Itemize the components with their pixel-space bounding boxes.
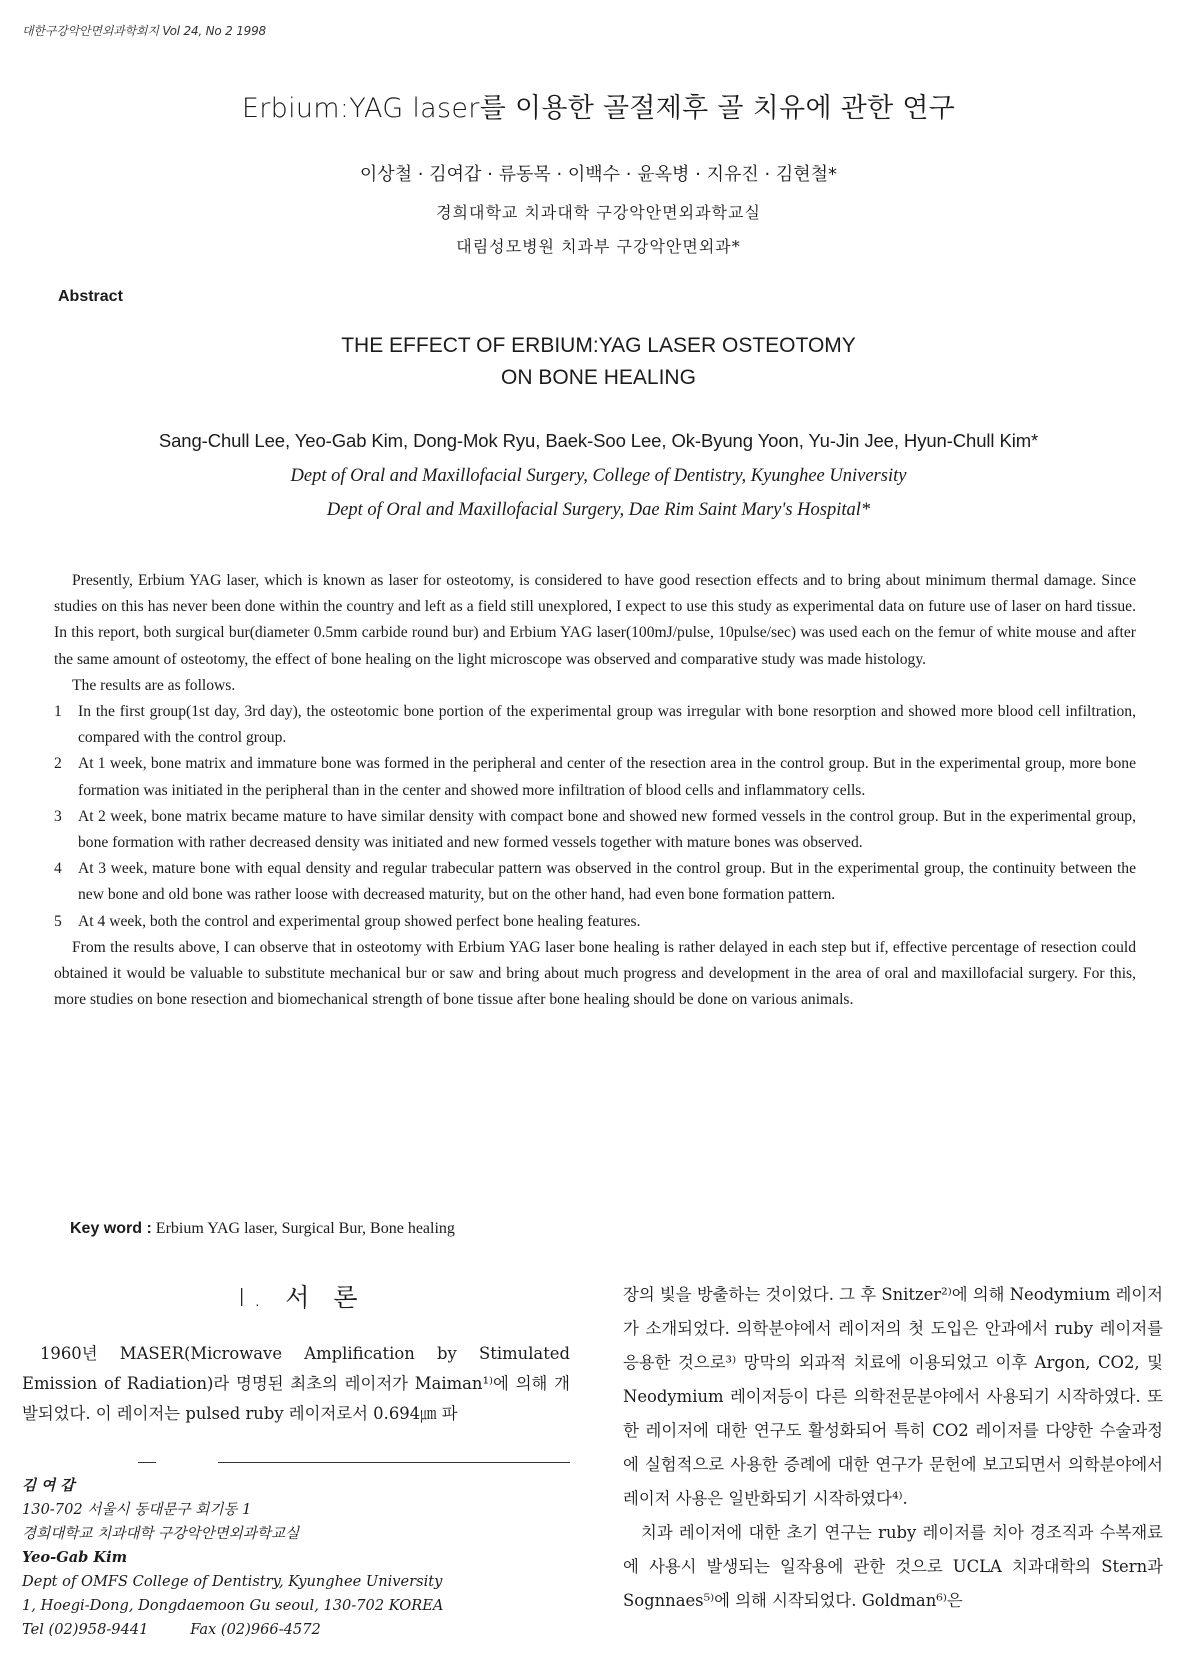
- english-authors: Sang-Chull Lee, Yeo-Gab Kim, Dong-Mok Ryu, Baek-Soo Lee, Ok-Byung Yoon, Yu-Jin Jee, Hyun-Chull Kim*: [158, 430, 1039, 451]
- abstract-intro: Presently, Erbium YAG laser, which is known as laser for osteotomy, is considered to have good resection effects and to bring about minimum thermal damage. Since studies on this has never been done within the country and left as a field still unexplored, I expect to use this study as experimental data on future use of laser on hard tissue. In this report, both surgical bur(diameter 0.5mm carbide round bur) and Erbium YAG laser(100mJ/pulse, 10pulse/sec) was used each on the femur of white mouse and after the same amount of osteotomy, the effect of bone healing on the light microscope was observed and comparative study was made histology.: [54, 572, 1136, 668]
- footnote-address-korean-1: 130-702 서울시 동대문구 회기동 1: [22, 1501, 252, 1518]
- english-title: [0, 330, 1197, 394]
- body-right-column: [623, 1278, 1163, 1618]
- keywords-line: [70, 1220, 455, 1238]
- english-title-line-1: THE EFFECT OF ERBIUM:YAG LASER OSTEOTOMY: [341, 334, 856, 357]
- result-item: [54, 856, 1136, 908]
- result-item: [54, 804, 1136, 856]
- korean-affiliation-1: 경희대학교 치과대학 구강악안면외과학교실: [436, 203, 761, 222]
- footnote-phone: Tel (02)958-9441: [22, 1621, 149, 1638]
- english-title-line-2: ON BONE HEALING: [501, 366, 696, 389]
- result-number: 1: [54, 703, 62, 721]
- result-item: [54, 699, 1136, 751]
- correspondence-footnote: [22, 1474, 582, 1642]
- result-text: In the first group(1st day, 3rd day), the osteotomic bone portion of the experimental group was irregular with bone resorption and showed more blood cell infiltration, compared with the control group.: [78, 703, 1136, 747]
- body-paragraph: 1960년 MASER(Microwave Amplification by Stimulated Emission of Radiation)라 명명된 최초의 레이저가 Maiman¹⁾에 의해 개발되었다. 이 레이저는 pulsed ruby 레이저로서 0.694㎛ 파: [22, 1344, 570, 1423]
- korean-affiliation-2: 대림성모병원 치과부 구강악안면외과*: [456, 237, 741, 256]
- body-paragraph: 장의 빛을 방출하는 것이었다. 그 후 Snitzer²⁾에 의해 Neodymium 레이저가 소개되었다. 의학분야에서 레이저의 첫 도입은 안과에서 ruby 레이저를 응용한 것으로³⁾ 망막의 외과적 치료에 이용되었고 이후 Argon, CO2, 및 Neodymium 레이저등이 다른 의학전문분야에서 사용되기 시작하였다. 또한 레이저에 대한 연구도 활성화되어 특히 CO2 레이저를 다양한 수술과정에 실험적으로 사용한 증례에 대한 연구가 문헌에 보고되면서 의학분야에서 레이저 사용은 일반화되기 시작하였다⁴⁾.: [623, 1285, 1163, 1508]
- english-affiliation-2: Dept of Oral and Maxillofacial Surgery, Dae Rim Saint Mary's Hospital*: [326, 500, 871, 520]
- keyword-label: Key word :: [70, 1220, 152, 1237]
- result-text: At 4 week, both the control and experimental group showed perfect bone healing features.: [78, 912, 641, 930]
- result-number: 5: [54, 912, 62, 930]
- korean-authors: 이상철 · 김여갑 · 류동목 · 이백수 · 윤옥병 · 지유진 · 김현철*: [359, 164, 838, 185]
- abstract-label: Abstract: [58, 288, 123, 305]
- korean-title: Erbium:YAG laser를 이용한 골절제후 골 치유에 관한 연구: [241, 93, 956, 124]
- result-text: At 3 week, mature bone with equal density and regular trabecular pattern was observed in the control group. But in the experimental group, the continuity between the new bone and old bone was rather loose with decreased maturity, but on the other hand, had even bone formation pattern.: [78, 860, 1136, 904]
- keywords: Erbium YAG laser, Surgical Bur, Bone healing: [151, 1220, 455, 1237]
- abstract-body: [54, 568, 1136, 1013]
- footnote-name-english: Yeo-Gab Kim: [22, 1549, 128, 1566]
- footnote-contact: [22, 1618, 582, 1642]
- abstract-conclusion: From the results above, I can observe that in osteotomy with Erbium YAG laser bone healing is rather delayed in each step but if, effective percentage of resection could obtained it would be valuable to substitute mechanical bur or saw and bring about much progress and development in the area of oral and maxillofacial surgery. For this, more studies on bone resection and biomechanical strength of bone tissue after bone healing should be done on various animals.: [54, 938, 1136, 1009]
- footnote-rule: [218, 1462, 570, 1463]
- footnote-address-korean-2: 경희대학교 치과대학 구강악안면외과학교실: [22, 1525, 300, 1542]
- footnote-name-korean: 김 여 갑: [22, 1477, 75, 1494]
- footnote-address-english-1: Dept of OMFS College of Dentistry, Kyunghee University: [22, 1573, 443, 1590]
- section-heading-introduction: I. 서 론: [238, 1283, 366, 1312]
- footnote-address-english-2: 1, Hoegi-Dong, Dongdaemoon Gu seoul, 130-702 KOREA: [22, 1597, 444, 1614]
- result-number: 3: [54, 807, 62, 825]
- abstract-results-intro: The results are as follows.: [72, 676, 236, 694]
- result-number: 2: [54, 755, 62, 773]
- running-head: 대한구강악안면외과학회지 Vol 24, No 2 1998: [22, 24, 266, 38]
- result-text: At 2 week, bone matrix became mature to have similar density with compact bone and showed new formed vessels in the control group. But in the experimental group, bone formation with rather decreased density was initiated and new formed vessels together with mature bones was observed.: [78, 807, 1136, 852]
- footnote-rule-short: [138, 1462, 156, 1463]
- footnote-fax: Fax (02)966-4572: [190, 1621, 321, 1638]
- result-item: [54, 751, 1136, 803]
- body-left-column: [22, 1339, 570, 1429]
- english-affiliation-1: Dept of Oral and Maxillofacial Surgery, College of Dentistry, Kyunghee University: [290, 466, 907, 486]
- body-paragraph: 치과 레이저에 대한 초기 연구는 ruby 레이저를 치아 경조직과 수복재료에 사용시 발생되는 일작용에 관한 것으로 UCLA 치과대학의 Stern과 Sognnaes⁵⁾에 의해 시작되었다. Goldman⁶⁾은: [623, 1523, 1163, 1610]
- result-number: 4: [54, 860, 62, 878]
- result-item: [54, 909, 1136, 935]
- result-text: At 1 week, bone matrix and immature bone was formed in the peripheral and center of the resection area in the control group. But in the experimental group, more bone formation was initiated in the peripheral than in the center and showed more infiltration of blood cells and inflammatory cells.: [78, 755, 1136, 799]
